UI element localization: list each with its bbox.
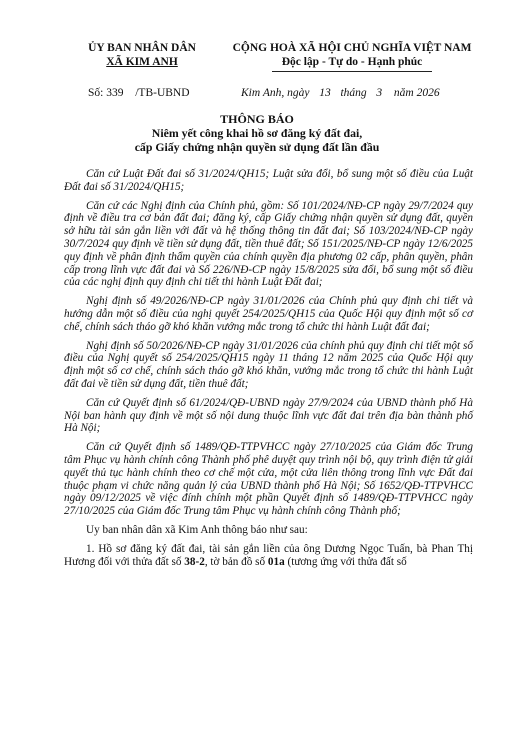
issuer-line1: ỦY BAN NHÂN DÂN	[88, 42, 196, 54]
document-number	[88, 87, 190, 99]
document-heading	[0, 112, 514, 154]
item-1-text: , tờ bản đồ số	[204, 555, 268, 568]
motto-underline	[272, 71, 432, 72]
date-day: 13	[319, 87, 331, 99]
month-label: tháng	[340, 87, 367, 99]
issuer-name: XÃ KIM ANH	[106, 56, 178, 68]
national-motto-wrap	[222, 55, 482, 69]
year-label: năm 2026	[393, 87, 440, 99]
announcement-intro: Uy ban nhân dân xã Kim Anh thông báo như sau:	[86, 523, 308, 536]
number-suffix: /TB-UBND	[135, 87, 190, 99]
item-1-paragraph	[64, 543, 473, 569]
issuer-header	[62, 41, 222, 69]
legal-basis-paragraph: Căn cứ các Nghị định của Chính phủ, gồm: Số 101/2024/NĐ-CP ngày 29/7/2024 quy định về điều tra cơ bản đất đai; đăng ký, cấp Giấy chứng nhận quyền sử dụng đất, quyền sở hữu tài sản gắn liền với đất và hệ thống thông tin đất đai; Số 103/2024/NĐ-CP ngày 30/7/2024 quy định về tiền sử dụng đất, tiền thuê đất; Số 151/2025/NĐ-CP ngày 12/6/2025 quy định về phân định thẩm quyền của chính quyền địa phương 02 cấp, phân quyền, phân cấp trong lĩnh vực đất đai và Số 226/NĐ-CP ngày 15/8/2025 sửa đổi, bổ sung một số điều của các nghị định quy định chi tiết thi hành Luật Đất đai;	[64, 199, 473, 289]
issuer-line2	[62, 55, 222, 69]
date-month: 3	[376, 87, 383, 99]
document-body	[64, 168, 473, 574]
legal-basis-paragraph: Nghị định số 49/2026/NĐ-CP ngày 31/01/2026 của Chính phủ quy định chi tiết và hướng dẫn một số điều của nghị quyết 254/2025/QH15 của Quốc Hội quy định một số cơ chế, chính sách tháo gỡ khó khăn vướng mắc trong tổ chức thi hành Luật đất đai;	[64, 295, 473, 333]
parcel-number: 38-2	[184, 555, 205, 568]
item-1-text: 1. Hồ sơ đăng ký đất đai, tài sản gắn liền của ông Dương Ngọc Tuấn, bà Phan Thị Hương đối với thửa đất số	[64, 542, 473, 568]
legal-basis-paragraph: Nghị định số 50/2026/NĐ-CP ngày 31/01/2026 của chính phủ quy định chi tiết một số điều của Nghị quyết số 254/2025/QH15 ngày 11 tháng 12 năm 2025 của Quốc Hội quy định một số cơ chế, chính sách tháo gỡ khó khăn, vướng mắc trong tổ chức thi hành Luật đất đai về tiền sử dụng đất, tiền thuê đất;	[64, 339, 473, 390]
national-motto: Độc lập - Tự do - Hạnh phúc	[281, 56, 423, 68]
legal-basis-paragraph: Căn cứ Quyết định số 61/2024/QĐ-UBND ngày 27/9/2024 của UBND thành phố Hà Nội ban hành quy định về một số nội dung thuộc lĩnh vực đất đai trên địa bàn thành phố Hà Nội;	[64, 396, 473, 435]
national-header	[222, 41, 482, 72]
document-subtitle-line1: Niêm yết công khai hồ sơ đăng ký đất đai,	[151, 126, 363, 140]
place-date	[241, 87, 440, 99]
item-1-text: (tương ứng với thửa đất số	[284, 555, 407, 568]
legal-basis-paragraph: Căn cứ Quyết định số 1489/QĐ-TTPVHCC ngày 27/10/2025 của Giám đốc Trung tâm Phục vụ hành chính công Thành phố phê duyệt quy trình nội bộ, quy trình điện tử giải quyết thủ tục hành chính theo cơ chế một cửa, một cửa liên thông trong lĩnh vực Đất đai thuộc phạm vi chức năng quản lý của UBND thành phố Hà Nội; Số 1652/QĐ-TTPVHCC ngày 09/12/2025 về việc đính chính một phần Quyết định số 1489/QĐ-TTPVHCC ngày 27/10/2025 của Giám đốc Trung tâm Phục vụ hành chính công Thành phố;	[64, 441, 473, 518]
national-title: CỘNG HOÀ XÃ HỘI CHỦ NGHĨA VIỆT NAM	[232, 42, 472, 54]
place-date-prefix: Kim Anh, ngày	[241, 87, 310, 99]
document-title: THÔNG BÁO	[220, 112, 294, 126]
legal-basis-paragraph: Căn cứ Luật Đất đai số 31/2024/QH15; Luật sửa đổi, bổ sung một số điều của Luật Đất đai số 31/2024/QH15;	[64, 168, 473, 193]
number-label: Số: 339	[88, 87, 124, 99]
document-subtitle-line2: cấp Giấy chứng nhận quyền sử dụng đất lần đầu	[134, 140, 380, 154]
map-sheet-number: 01a	[267, 555, 285, 568]
